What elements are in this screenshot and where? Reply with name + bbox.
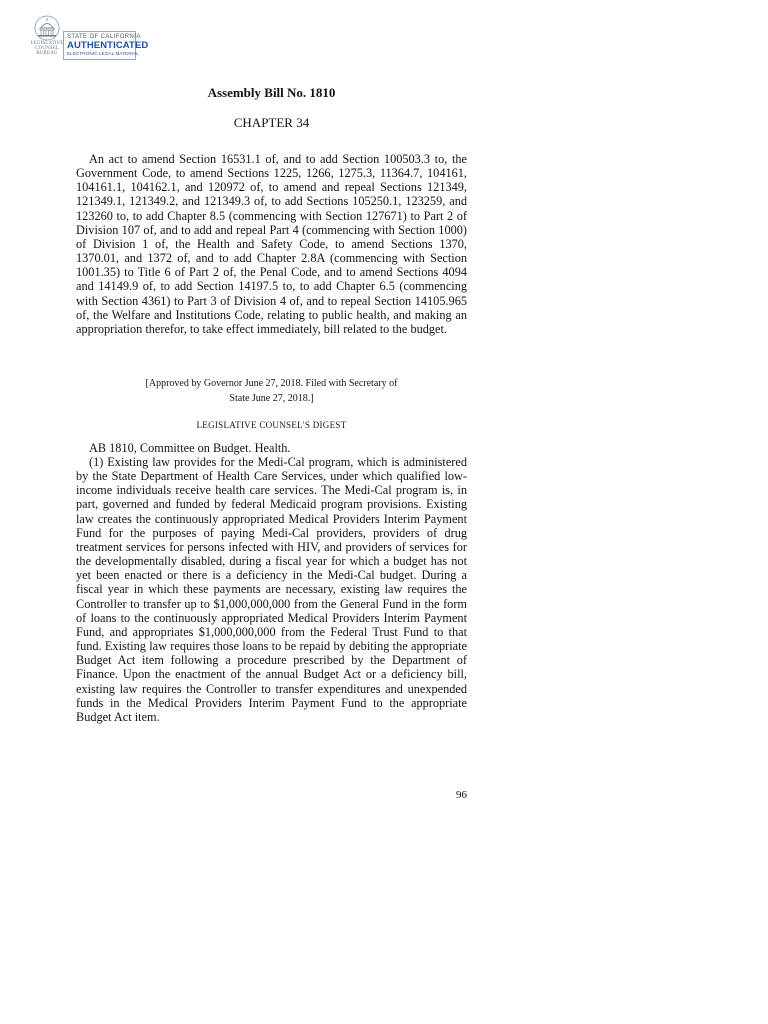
digest-bill-line: AB 1810, Committee on Budget. Health. <box>89 441 291 455</box>
bill-title: Assembly Bill No. 1810 <box>207 85 336 100</box>
digest-heading: LEGISLATIVE COUNSEL'S DIGEST <box>196 420 347 430</box>
chapter-heading: CHAPTER 34 <box>233 115 310 130</box>
page-number: 96 <box>456 789 467 801</box>
approval-line-2: State June 27, 2018.] <box>229 393 314 404</box>
badge-state: STATE OF CALIFORNIA <box>67 34 141 40</box>
approval-line-1: [Approved by Governor June 27, 2018. Filed with Secretary of <box>145 378 398 389</box>
badge-authenticated: AUTHENTICATED <box>67 40 149 51</box>
approval-note <box>100 376 443 406</box>
authenticated-badge <box>63 31 149 60</box>
act-description: An act to amend Section 16531.1 of, and to add Section 100503.3 to, the Government Code, to amend Sections 1225, 1266, 1275.3, 11364.7, 104161, 104161.1, 104162.1, and 120972 of, to amend and repeal Sections 121349, 121349.1, 121349.2, and 121349.3 of, to add Sections 105250.1, 123259, and 123260 to, to add Chapter 8.5 (commencing with Section 127671) to Part 2 of Division 107 of, and to add and repeal Part 4 (commencing with Section 1000) of Division 1 of, the Health and Safety Code, to amend Sections 1370, 1370.01, and 1372 of, and to add Chapter 2.8A (commencing with Section 1001.35) to Title 6 of Part 2 of, the Penal Code, and to amend Sections 4094 and 14149.9 of, to add Section 14197.5 to, to add Chapter 6.5 (commencing with Section 4361) to Part 3 of Division 4 of, and to repeal Section 14105.965 of, the Welfare and Institutions Code, relating to public health, and making an appropriation therefor, to take effect immediately, bill related to the budget. <box>76 152 467 336</box>
digest-paragraph: (1) Existing law provides for the Medi-Cal program, which is administered by the State Department of Health Care Services, under which qualified low-income individuals receive health care services. The Medi-Cal program is, in part, governed and funded by federal Medicaid program provisions. Existing law creates the continuously appropriated Medical Providers Interim Payment Fund for the purposes of paying Medi-Cal providers, providers of drug treatment services for persons infected with HIV, and providers of services for the developmentally disabled, during a fiscal year for which a budget has not yet been enacted or there is a deficiency in the Medi-Cal budget. During a fiscal year in which these payments are necessary, existing law requires the Controller to transfer up to $1,000,000,000 from the General Fund in the form of loans to the continuously appropriated Medical Providers Interim Payment Fund, and appropriates $1,000,000,000 from the Federal Trust Fund to that fund. Existing law requires those loans to be repaid by debiting the appropriate Budget Act item following a procedure prescribed by the Department of Finance. Upon the enactment of the annual Budget Act or a deficiency bill, existing law requires the Controller to transfer expenditures and unexpended funds in the Medical Providers Interim Payment Fund to the appropriate Budget Act item. <box>76 455 467 724</box>
seal-caption: LEGISLATIVE COUNSEL BUREAU <box>30 41 64 56</box>
authentication-seal <box>27 15 149 62</box>
badge-subtitle: ELECTRONIC LEGAL MATERIAL <box>67 51 139 56</box>
